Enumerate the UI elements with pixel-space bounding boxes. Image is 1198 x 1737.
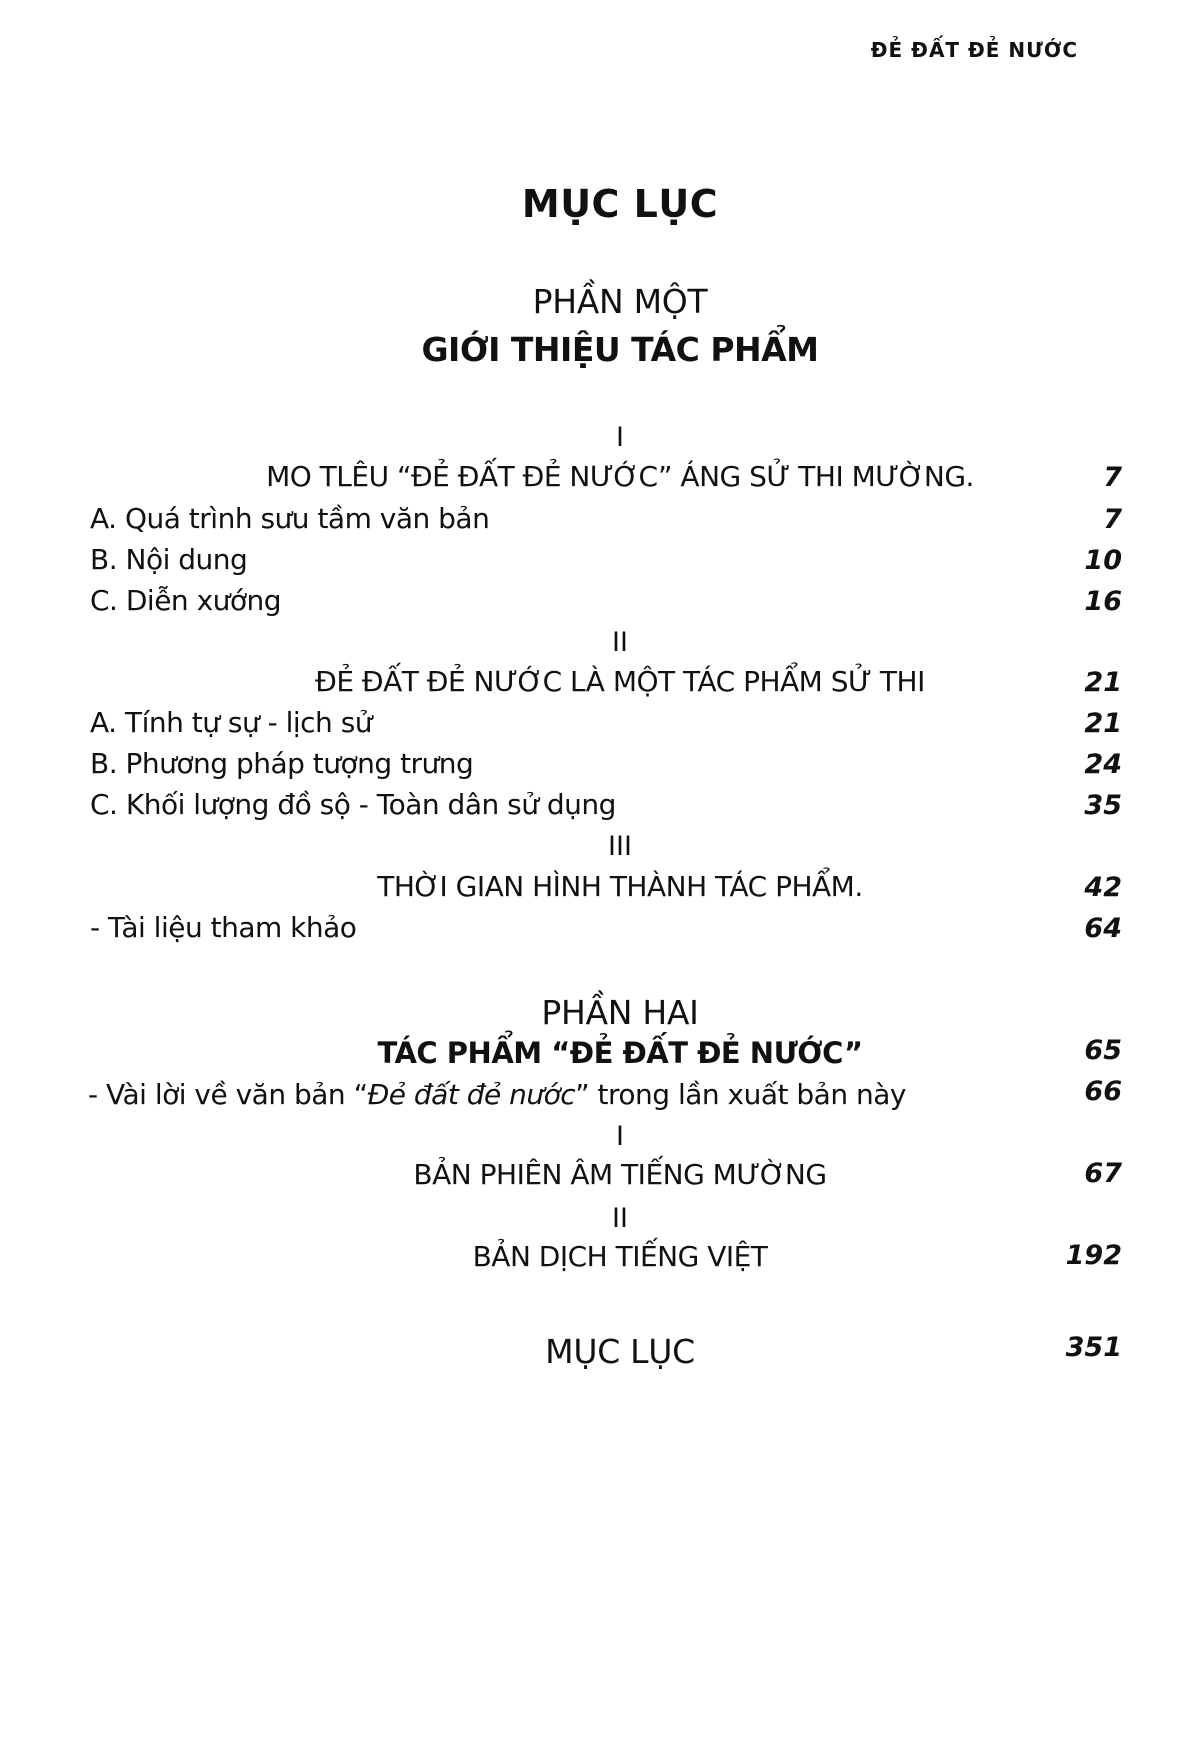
part-two-section-1-numeral: I <box>616 1121 624 1152</box>
page-number: 7 <box>1103 504 1122 535</box>
toc-item: C. Khối lượng đồ sộ - Toàn dân sử dụng <box>90 788 616 821</box>
toc-item: A. Quá trình sưu tầm văn bản <box>90 502 490 535</box>
page-number: 64 <box>1084 913 1122 944</box>
page-number: 65 <box>1084 1035 1122 1066</box>
part-one-section-2-numeral: II <box>612 627 628 658</box>
page-number: 67 <box>1084 1158 1122 1189</box>
edition-note-title: Đẻ đất đẻ nước <box>367 1078 576 1111</box>
part-one-section-1-numeral: I <box>616 422 624 453</box>
toc-item: C. Diễn xướng <box>90 584 282 617</box>
page-number: 192 <box>1065 1240 1122 1271</box>
toc-item: B. Phương pháp tượng trưng <box>90 747 474 780</box>
part-two-heading: TÁC PHẨM “ĐẺ ĐẤT ĐẺ NƯỚC” <box>377 1036 863 1070</box>
part-two-section-1-title: BẢN PHIÊN ÂM TIẾNG MƯỜNG <box>413 1158 827 1191</box>
page-number: 66 <box>1084 1076 1122 1107</box>
part-one-label: PHẦN MỘT <box>532 282 708 321</box>
page-title: MỤC LỤC <box>521 182 719 226</box>
toc-item: A. Tính tự sự - lịch sử <box>90 706 373 739</box>
part-one-section-2-title: ĐẺ ĐẤT ĐẺ NƯỚC LÀ MỘT TÁC PHẨM SỬ THI <box>315 665 925 698</box>
running-header: ĐẺ ĐẤT ĐẺ NƯỚC <box>870 38 1078 62</box>
part-two-section-2-title: BẢN DỊCH TIẾNG VIỆT <box>472 1240 768 1273</box>
toc-entry-title: MỤC LỤC <box>545 1332 695 1371</box>
references-item: - Tài liệu tham khảo <box>90 911 357 944</box>
page-number: 16 <box>1084 586 1122 617</box>
page-number: 21 <box>1084 708 1122 739</box>
page-number: 21 <box>1084 667 1122 698</box>
part-one-section-3-title: THỜI GIAN HÌNH THÀNH TÁC PHẨM. <box>377 870 863 903</box>
page-number: 10 <box>1084 545 1122 576</box>
toc-item: B. Nội dung <box>90 543 248 576</box>
page-number: 7 <box>1103 462 1122 493</box>
part-one-section-3-numeral: III <box>608 831 632 862</box>
part-one-heading: GIỚI THIỆU TÁC PHẨM <box>421 330 819 369</box>
part-two-label: PHẦN HAI <box>541 993 699 1032</box>
page-number: 24 <box>1084 749 1122 780</box>
page-number: 42 <box>1084 872 1122 903</box>
part-one-section-1-title: MO TLÊU “ĐẺ ĐẤT ĐẺ NƯỚC” ÁNG SỬ THI MƯỜNG. <box>266 460 974 493</box>
page-number: 351 <box>1065 1332 1122 1363</box>
page-number: 35 <box>1084 790 1122 821</box>
edition-note-prefix: - Vài lời về văn bản “ <box>88 1078 368 1111</box>
edition-note <box>88 1078 906 1111</box>
part-two-section-2-numeral: II <box>612 1203 628 1234</box>
edition-note-suffix: ” trong lần xuất bản này <box>575 1078 906 1111</box>
